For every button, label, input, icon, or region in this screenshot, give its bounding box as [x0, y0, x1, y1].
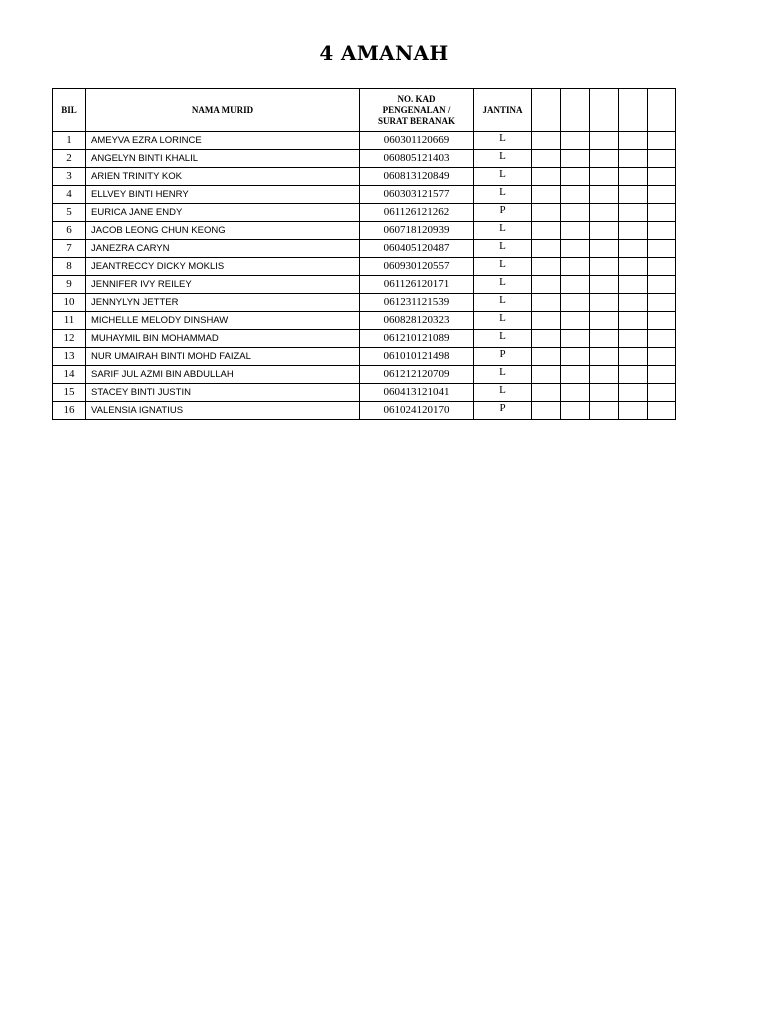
cell-nama-murid: NUR UMAIRAH BINTI MOHD FAIZAL: [86, 348, 360, 366]
cell-blank: [619, 168, 648, 186]
cell-jantina: L: [474, 168, 532, 186]
cell-bil: 14: [53, 366, 86, 384]
cell-jantina: L: [474, 294, 532, 312]
cell-no-kad: 060301120669: [360, 132, 474, 150]
cell-nama-murid: JENNYLYN JETTER: [86, 294, 360, 312]
cell-nama-murid: AMEYVA EZRA LORINCE: [86, 132, 360, 150]
cell-blank: [648, 294, 676, 312]
cell-blank: [590, 384, 619, 402]
table-row: [53, 330, 676, 348]
cell-blank: [561, 294, 590, 312]
cell-blank: [561, 276, 590, 294]
cell-blank: [619, 276, 648, 294]
cell-blank: [619, 150, 648, 168]
cell-bil: 1: [53, 132, 86, 150]
cell-bil: 4: [53, 186, 86, 204]
cell-blank: [561, 132, 590, 150]
cell-blank: [648, 240, 676, 258]
cell-jantina: L: [474, 186, 532, 204]
cell-blank: [648, 348, 676, 366]
cell-no-kad: 060303121577: [360, 186, 474, 204]
cell-no-kad: 061010121498: [360, 348, 474, 366]
cell-jantina: L: [474, 258, 532, 276]
cell-jantina: P: [474, 348, 532, 366]
student-roster-table: [52, 88, 676, 420]
cell-blank: [648, 222, 676, 240]
header-blank: [532, 89, 561, 132]
cell-blank: [590, 312, 619, 330]
cell-blank: [619, 186, 648, 204]
cell-blank: [619, 222, 648, 240]
cell-nama-murid: MUHAYMIL BIN MOHAMMAD: [86, 330, 360, 348]
cell-no-kad: 060405120487: [360, 240, 474, 258]
table-row: [53, 168, 676, 186]
table-row: [53, 258, 676, 276]
cell-bil: 15: [53, 384, 86, 402]
cell-blank: [561, 348, 590, 366]
cell-bil: 13: [53, 348, 86, 366]
cell-no-kad: 061210121089: [360, 330, 474, 348]
cell-blank: [619, 132, 648, 150]
table-row: [53, 348, 676, 366]
cell-nama-murid: ANGELYN BINTI KHALIL: [86, 150, 360, 168]
table-row: [53, 204, 676, 222]
cell-blank: [532, 240, 561, 258]
cell-blank: [648, 330, 676, 348]
cell-blank: [532, 384, 561, 402]
cell-blank: [648, 186, 676, 204]
cell-bil: 2: [53, 150, 86, 168]
cell-no-kad: 061126120171: [360, 276, 474, 294]
cell-blank: [532, 294, 561, 312]
cell-bil: 12: [53, 330, 86, 348]
cell-blank: [648, 168, 676, 186]
cell-bil: 5: [53, 204, 86, 222]
header-blank: [619, 89, 648, 132]
cell-nama-murid: EURICA JANE ENDY: [86, 204, 360, 222]
cell-blank: [619, 366, 648, 384]
cell-bil: 6: [53, 222, 86, 240]
cell-no-kad: 061126121262: [360, 204, 474, 222]
cell-blank: [619, 384, 648, 402]
cell-blank: [532, 276, 561, 294]
cell-blank: [619, 294, 648, 312]
cell-blank: [532, 132, 561, 150]
cell-blank: [532, 366, 561, 384]
cell-blank: [619, 312, 648, 330]
cell-blank: [532, 168, 561, 186]
cell-nama-murid: JACOB LEONG CHUN KEONG: [86, 222, 360, 240]
cell-blank: [561, 330, 590, 348]
header-no-kad: [360, 89, 474, 132]
table-row: [53, 222, 676, 240]
cell-nama-murid: VALENSIA IGNATIUS: [86, 402, 360, 420]
cell-nama-murid: JANEZRA CARYN: [86, 240, 360, 258]
table-row: [53, 150, 676, 168]
cell-jantina: P: [474, 204, 532, 222]
cell-blank: [532, 258, 561, 276]
cell-blank: [532, 150, 561, 168]
cell-blank: [561, 402, 590, 420]
cell-blank: [532, 222, 561, 240]
cell-blank: [590, 222, 619, 240]
cell-blank: [619, 240, 648, 258]
cell-blank: [619, 330, 648, 348]
header-jantina: JANTINA: [474, 89, 532, 132]
cell-blank: [648, 312, 676, 330]
cell-bil: 11: [53, 312, 86, 330]
cell-no-kad: 061231121539: [360, 294, 474, 312]
cell-jantina: L: [474, 222, 532, 240]
table-row: [53, 132, 676, 150]
cell-bil: 7: [53, 240, 86, 258]
cell-blank: [619, 348, 648, 366]
table-row: [53, 240, 676, 258]
cell-blank: [532, 348, 561, 366]
cell-blank: [590, 168, 619, 186]
cell-blank: [561, 258, 590, 276]
cell-nama-murid: MICHELLE MELODY DINSHAW: [86, 312, 360, 330]
cell-blank: [648, 366, 676, 384]
cell-blank: [561, 384, 590, 402]
table-row: [53, 294, 676, 312]
cell-blank: [532, 330, 561, 348]
cell-blank: [648, 384, 676, 402]
cell-blank: [590, 132, 619, 150]
cell-no-kad: 061212120709: [360, 366, 474, 384]
cell-jantina: L: [474, 366, 532, 384]
header-row: [53, 89, 676, 132]
cell-jantina: L: [474, 240, 532, 258]
cell-blank: [532, 186, 561, 204]
cell-blank: [590, 294, 619, 312]
cell-blank: [648, 402, 676, 420]
cell-blank: [590, 258, 619, 276]
table-row: [53, 402, 676, 420]
cell-bil: 16: [53, 402, 86, 420]
header-blank: [561, 89, 590, 132]
header-nama-murid: NAMA MURID: [86, 89, 360, 132]
cell-blank: [619, 402, 648, 420]
cell-blank: [561, 240, 590, 258]
cell-no-kad: 061024120170: [360, 402, 474, 420]
cell-nama-murid: STACEY BINTI JUSTIN: [86, 384, 360, 402]
cell-blank: [648, 258, 676, 276]
cell-no-kad: 060413121041: [360, 384, 474, 402]
header-blank: [648, 89, 676, 132]
roster-body: [53, 132, 676, 420]
table-row: [53, 366, 676, 384]
table-row: [53, 276, 676, 294]
cell-nama-murid: ARIEN TRINITY KOK: [86, 168, 360, 186]
cell-bil: 10: [53, 294, 86, 312]
cell-blank: [648, 150, 676, 168]
cell-blank: [619, 258, 648, 276]
cell-blank: [590, 276, 619, 294]
cell-blank: [590, 348, 619, 366]
cell-blank: [561, 150, 590, 168]
header-no-kad-line2: PENGENALAN /: [382, 104, 451, 115]
cell-blank: [648, 276, 676, 294]
cell-blank: [532, 204, 561, 222]
cell-blank: [590, 186, 619, 204]
cell-jantina: P: [474, 402, 532, 420]
cell-blank: [590, 150, 619, 168]
cell-blank: [532, 402, 561, 420]
cell-nama-murid: SARIF JUL AZMI BIN ABDULLAH: [86, 366, 360, 384]
cell-jantina: L: [474, 276, 532, 294]
cell-nama-murid: JENNIFER IVY REILEY: [86, 276, 360, 294]
header-no-kad-line1: NO. KAD: [397, 93, 436, 104]
table-row: [53, 384, 676, 402]
cell-blank: [590, 204, 619, 222]
cell-blank: [561, 204, 590, 222]
cell-nama-murid: ELLVEY BINTI HENRY: [86, 186, 360, 204]
table-row: [53, 312, 676, 330]
cell-no-kad: 060828120323: [360, 312, 474, 330]
cell-bil: 9: [53, 276, 86, 294]
cell-blank: [590, 366, 619, 384]
cell-no-kad: 060930120557: [360, 258, 474, 276]
cell-no-kad: 060718120939: [360, 222, 474, 240]
cell-blank: [590, 402, 619, 420]
cell-blank: [561, 186, 590, 204]
cell-blank: [648, 132, 676, 150]
cell-no-kad: 060805121403: [360, 150, 474, 168]
cell-blank: [619, 204, 648, 222]
cell-blank: [590, 330, 619, 348]
header-bil: BIL: [53, 89, 86, 132]
cell-blank: [561, 168, 590, 186]
cell-jantina: L: [474, 132, 532, 150]
cell-no-kad: 060813120849: [360, 168, 474, 186]
cell-blank: [561, 222, 590, 240]
cell-bil: 8: [53, 258, 86, 276]
header-no-kad-line3: SURAT BERANAK: [378, 115, 455, 126]
cell-jantina: L: [474, 312, 532, 330]
cell-jantina: L: [474, 384, 532, 402]
cell-blank: [532, 312, 561, 330]
cell-nama-murid: JEANTRECCY DICKY MOKLIS: [86, 258, 360, 276]
cell-blank: [561, 366, 590, 384]
cell-bil: 3: [53, 168, 86, 186]
cell-blank: [590, 240, 619, 258]
cell-blank: [648, 204, 676, 222]
table-row: [53, 186, 676, 204]
cell-jantina: L: [474, 330, 532, 348]
header-blank: [590, 89, 619, 132]
page-title: 4 AMANAH: [319, 41, 449, 65]
cell-blank: [561, 312, 590, 330]
cell-jantina: L: [474, 150, 532, 168]
